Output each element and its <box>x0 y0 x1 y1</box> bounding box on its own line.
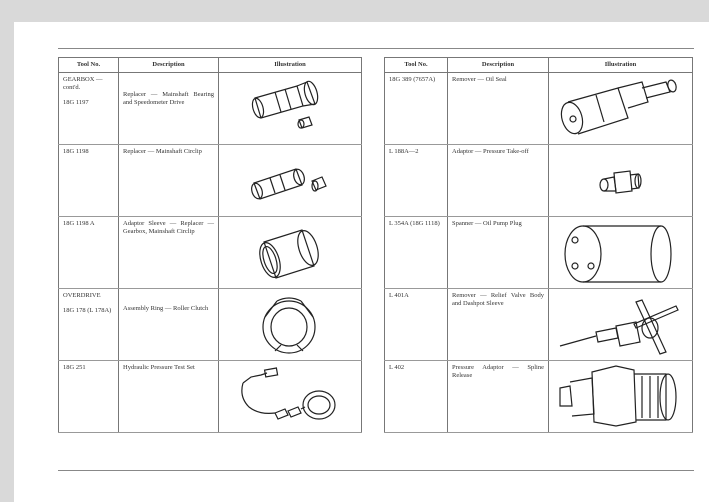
tool-no-cell <box>385 145 448 217</box>
description-cell <box>448 145 549 217</box>
table-row <box>385 361 693 433</box>
tool-description: Spanner — Oil Pump Plug <box>452 220 522 227</box>
tool-no-cell <box>59 361 119 433</box>
illustration-cell <box>549 361 693 433</box>
description-cell <box>448 73 549 145</box>
pressure-test-set-icon <box>235 363 345 431</box>
replacer-circlip-icon <box>240 155 340 207</box>
valve-remover-icon <box>556 292 686 358</box>
bottom-rule <box>58 470 694 471</box>
tool-number: L 401A <box>389 292 409 299</box>
header-illustration: Illustration <box>549 58 693 73</box>
table-row <box>59 217 362 289</box>
illustration-cell <box>549 73 693 145</box>
table-row <box>385 73 693 145</box>
tool-no-cell <box>59 217 119 289</box>
description-cell <box>119 361 219 433</box>
header-illustration: Illustration <box>219 58 362 73</box>
illustration-cell <box>549 289 693 361</box>
illustration-cell <box>219 361 362 433</box>
tool-description: Replacer — Mainshaft Circlip <box>123 148 202 155</box>
tool-no-cell <box>59 289 119 361</box>
tool-number: L 188A—2 <box>389 148 419 155</box>
tool-description: Remover — Relief Valve Body and Dashpot Sleeve <box>452 292 544 308</box>
pressure-adaptor-icon <box>596 161 646 201</box>
tool-number: 18G 1198 <box>63 148 89 155</box>
header-description: Description <box>448 58 549 73</box>
description-cell <box>448 361 549 433</box>
tool-no-cell <box>385 73 448 145</box>
table-header <box>59 58 362 73</box>
tool-description: Replacer — Mainshaft Bearing and Speedometer Drive <box>123 91 214 107</box>
tool-number: L 354A (18G 1118) <box>389 220 440 227</box>
header-description: Description <box>119 58 219 73</box>
table-header <box>385 58 693 73</box>
illustration-cell <box>219 217 362 289</box>
section-heading: GEARBOX — cont'd. <box>63 76 103 92</box>
description-cell <box>448 289 549 361</box>
table-row <box>59 73 362 145</box>
illustration-cell <box>549 145 693 217</box>
tool-description: Assembly Ring — Roller Clutch <box>123 305 209 312</box>
tool-no-cell <box>59 145 119 217</box>
oil-seal-remover-icon <box>556 78 686 140</box>
tool-number: 18G 1198 A <box>63 220 95 227</box>
illustration-cell <box>219 145 362 217</box>
table-row <box>385 145 693 217</box>
tool-description: Pressure Adaptor — Spline Release <box>452 364 544 380</box>
tool-number: 18G 178 (L 178A) <box>63 307 112 315</box>
tool-description: Adaptor Sleeve — Replacer — Gearbox, Mainshaft Circlip <box>123 220 214 236</box>
tools-table-right <box>384 57 693 433</box>
spline-adaptor-icon <box>556 364 686 430</box>
tool-number: L 402 <box>389 364 405 371</box>
illustration-cell <box>219 289 362 361</box>
header-tool-no: Tool No. <box>385 58 448 73</box>
tool-description: Adaptor — Pressure Take-off <box>452 148 529 155</box>
table-row <box>59 289 362 361</box>
top-rule <box>58 48 694 49</box>
illustration-cell <box>549 217 693 289</box>
tools-table-left <box>58 57 362 433</box>
table-row <box>385 289 693 361</box>
description-cell <box>119 217 219 289</box>
tool-description: Hydraulic Pressure Test Set <box>123 364 195 371</box>
tool-no-cell <box>385 217 448 289</box>
tool-no-cell <box>385 289 448 361</box>
description-cell <box>119 73 219 145</box>
tool-no-cell <box>385 361 448 433</box>
assembly-ring-icon <box>255 293 325 357</box>
tool-no-cell <box>59 73 119 145</box>
section-heading: OVERDRIVE <box>63 292 101 299</box>
tool-description: Remover — Oil Seal <box>452 76 507 83</box>
spanner-icon <box>561 220 681 286</box>
table-row <box>59 145 362 217</box>
tool-number: 18G 389 (7657A) <box>389 76 436 83</box>
illustration-cell <box>219 73 362 145</box>
tool-number: 18G 251 <box>63 364 86 371</box>
table-row <box>385 217 693 289</box>
description-cell <box>119 289 219 361</box>
replacer-bearing-icon <box>245 78 335 140</box>
description-cell <box>119 145 219 217</box>
header-tool-no: Tool No. <box>59 58 119 73</box>
description-cell <box>448 217 549 289</box>
tool-number: 18G 1197 <box>63 99 89 107</box>
adaptor-sleeve-icon <box>250 222 330 284</box>
table-row <box>59 361 362 433</box>
